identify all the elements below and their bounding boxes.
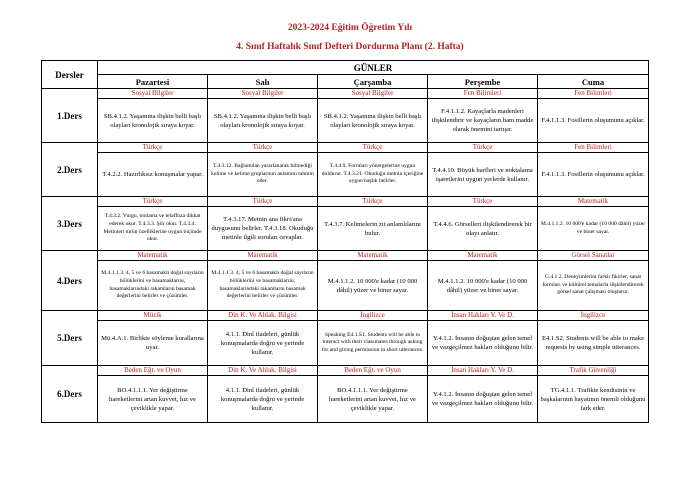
lesson-outcome: M.4.1.1.3. 4, 5 ve 6 basamaklı doğal sayıların bölüklerini ve basamaklarını, basamaklarındaki rakamların basamak değerlerini belirler ve çözümler. (208, 261, 318, 311)
lesson-outcome: BO.4.1.1.1. Yer değiştirme hareketlerini artan kuvvet, hız ve çeviklikle yapar. (318, 376, 428, 423)
lesson-outcome: Y.4.1.2. İnsanın doğuştan gelen temel ve vazgeçilmez hakları olduğunu bilir. (428, 321, 538, 366)
lesson-outcome: E4.1.S2. Students will be able to make requests by using simple utterances. (538, 321, 649, 366)
lesson-outcome: F.4.1.1.3. Fosillerin oluşumunu açıklar. (538, 99, 649, 143)
lesson-outcome: T.4.3.12. Bağlamdan yararlanarak bilmediği kelime ve kelime gruplarının anlamını tahmin eder. (208, 153, 318, 197)
subject-label: Türkçe (98, 143, 208, 153)
lesson-outcome: T.4.3.2. Vurgu, tonlama ve telaffuza dikkat ederek okur. T.4.3.3. Şiir okur. T.4.3.4. Metinleri türün özelliklerine uygun biçimde okur. (98, 207, 208, 251)
lesson-outcome: M.4.1.1.3. 4, 5 ve 6 basamaklı doğal sayıların bölüklerini ve basamaklarını, basamaklarındaki rakamların basamak değerlerini belirler ve çözümler. (98, 261, 208, 311)
page-title: 2023-2024 Eğitim Öğretim Yılı (287, 23, 413, 33)
subject-label: Matematik (538, 197, 649, 207)
subject-label: Matematik (318, 251, 428, 261)
lesson-outcome: Mü.4.A.1. Birlikte söyleme kurallarına uyar. (98, 321, 208, 366)
subject-label: Matematik (98, 251, 208, 261)
lesson-outcome: 4.1.1. Dinî ifadeleri, günlük konuşmalarda doğru ve yerinde kullanır. (208, 376, 318, 423)
lesson-outcome: F.4.1.1.3. Fosillerin oluşumunu açıklar. (538, 153, 649, 197)
dersler-header: Dersler (42, 61, 98, 89)
subject-label: Müzik (98, 311, 208, 321)
ders-label: 5.Ders (42, 311, 98, 366)
lesson-outcome: TG.4.1.1. Trafikte kendisinin ve başkalarının hayatının önemli olduğunu fark eder. (538, 376, 649, 423)
subject-label: İngilizce (538, 311, 649, 321)
subject-label: İngilizce (318, 311, 428, 321)
page-subtitle: 4. Sınıf Haftalık Sınıf Defteri Dordurma Planı (2. Hafta) (236, 42, 464, 52)
lesson-outcome: T.4.4.9. Formları yönergelerine uygun doldurur. T.4.3.21. Okuduğu metnin içeriğine uygun başlık belirler. (318, 153, 428, 197)
lesson-outcome: F.4.1.1.2. Kayaçlarla madenleri ilişkilendirir ve kayaçların ham madde olarak önemini tartışır. (428, 99, 538, 143)
subject-label: Türkçe (208, 197, 318, 207)
subject-label: Türkçe (428, 143, 538, 153)
lesson-outcome: G.4.1.2. Deneyimlerini farklı fikirler, sanat formları ve kültürel temalarla ilişkilendirerek görsel sanat çalışması oluşturur. (538, 261, 649, 311)
lesson-outcome: SB.4.1.2. Yaşamına ilişkin belli başlı olayları kronolojik sıraya koyar. (208, 99, 318, 143)
lesson-outcome: T.4.3.7. Kelimelerin zıt anlamlılarını bulur. (318, 207, 428, 251)
day-header: Salı (208, 75, 318, 89)
subject-label: Türkçe (98, 197, 208, 207)
lesson-outcome: 4.1.1. Dinî ifadeleri, günlük konuşmalarda doğru ve yerinde kullanır. (208, 321, 318, 366)
lesson-outcome: SB.4.1.2. Yaşamına ilişkin belli başlı olayları kronolojik sıraya koyar. (98, 99, 208, 143)
subject-label: Fen Bilimleri (538, 143, 649, 153)
ders-label: 1.Ders (42, 89, 98, 143)
day-header: Cuma (538, 75, 649, 89)
subject-label: Sosyal Bilgiler (98, 89, 208, 99)
lesson-outcome: T.4.4.6. Görselleri ilişkilendirerek bir olayı anlatır. (428, 207, 538, 251)
day-header: Pazartesi (98, 75, 208, 89)
day-header: Çarşamba (318, 75, 428, 89)
ders-label: 4.Ders (42, 251, 98, 311)
lesson-outcome: M.4.1.1.2. 10 000'e kadar (10 000 dâhil) yüzer ve biner sayar. (538, 207, 649, 251)
subject-label: Türkçe (318, 143, 428, 153)
day-header: Perşembe (428, 75, 538, 89)
subject-label: Türkçe (318, 197, 428, 207)
subject-label: İnsan Hakları Y. Ve D. (428, 311, 538, 321)
subject-label: Din K. Ve Ahlak. Bilgisi (208, 366, 318, 376)
lesson-outcome: M.4.1.1.2. 10 000'e kadar (10 000 dâhil) yüzer ve biner sayar. (428, 261, 538, 311)
subject-label: Trafik Güvenliği (538, 366, 649, 376)
subject-label: Fen Bilimleri (428, 89, 538, 99)
subject-label: Beden Eğt. ve Oyun (98, 366, 208, 376)
lesson-outcome: T.4.3.17. Metnin ana fikri/ana duygusunu belirler. T.4.3.18. Okuduğu metinle ilgili soruları cevaplar. (208, 207, 318, 251)
weekly-plan-table (41, 60, 649, 423)
subject-label: Matematik (208, 251, 318, 261)
lesson-outcome: T.4.2.2. Hazırlıksız konuşmalar yapar. (98, 153, 208, 197)
subject-label: Sosyal Bilgiler (318, 89, 428, 99)
subject-label: Beden Eğt. ve Oyun (318, 366, 428, 376)
subject-label: Fen Bilimleri (538, 89, 649, 99)
ders-label: 6.Ders (42, 366, 98, 423)
lesson-outcome: T.4.4.10. Büyük harfleri ve noktalama işaretlerini uygun yerlerde kullanır. (428, 153, 538, 197)
lesson-outcome: Y.4.1.2. İnsanın doğuştan gelen temel ve vazgeçilmez hakları olduğunu bilir. (428, 376, 538, 423)
subject-label: İnsan Hakları Y. Ve D. (428, 366, 538, 376)
lesson-outcome: BO.4.1.1.1. Yer değiştirme hareketlerini artan kuvvet, hız ve çeviklikle yapar. (98, 376, 208, 423)
subject-label: Türkçe (208, 143, 318, 153)
ders-label: 3.Ders (42, 197, 98, 251)
gunler-header: GÜNLER (98, 61, 649, 75)
ders-label: 2.Ders (42, 143, 98, 197)
lesson-outcome: Speaking E4.1.S1. Students will be able to interact with their classmates through asking for and giving permission in short utterances. (318, 321, 428, 366)
subject-label: Sosyal Bilgiler (208, 89, 318, 99)
subject-label: Matematik (428, 251, 538, 261)
subject-label: Din K. Ve Ahlak. Bilgisi (208, 311, 318, 321)
lesson-outcome: SB.4.1.2. Yaşamına ilişkin belli başlı olayları kronolojik sıraya koyar. (318, 99, 428, 143)
subject-label: Görsel Sanatlar (538, 251, 649, 261)
subject-label: Türkçe (428, 197, 538, 207)
lesson-outcome: M.4.1.1.2. 10 000'e kadar (10 000 dâhil) yüzer ve biner sayar. (318, 261, 428, 311)
